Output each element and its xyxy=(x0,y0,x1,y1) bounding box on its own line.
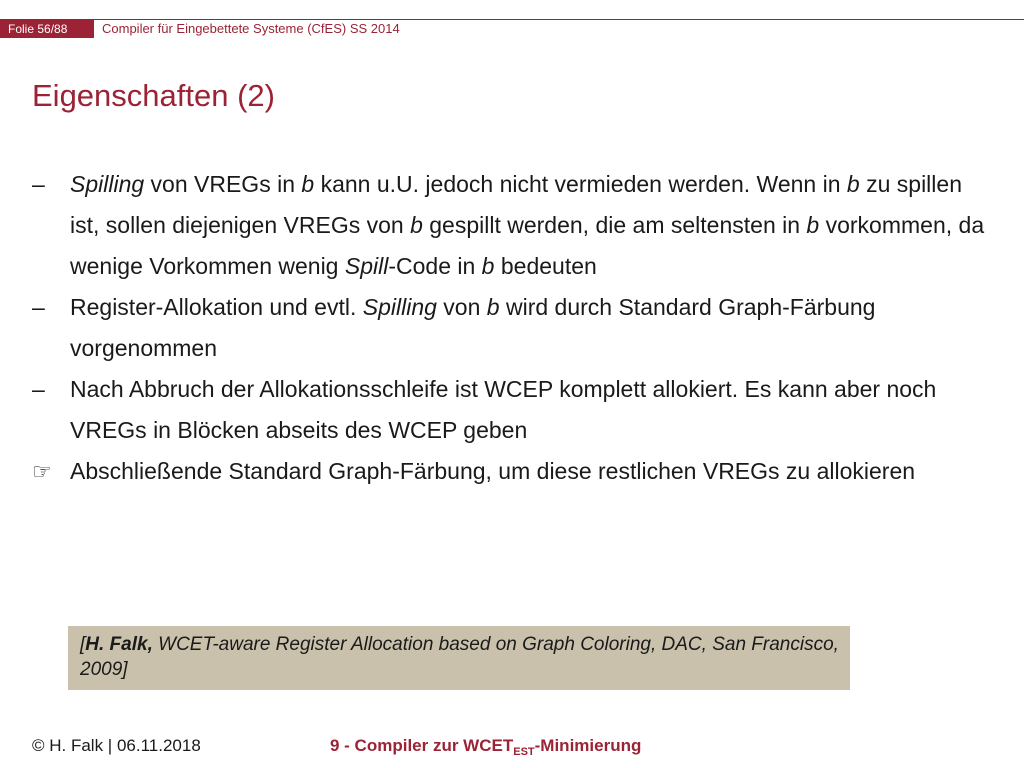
footer-chapter-end: -Minimierung xyxy=(534,736,642,755)
footer-author-date: © H. Falk | 06.11.2018 xyxy=(32,736,201,755)
slide-title: Eigenschaften (2) xyxy=(32,78,275,113)
bullet-item xyxy=(32,164,992,287)
bullet-text: Register-Allokation und evtl. xyxy=(70,294,363,320)
footer-chapter-sub: EST xyxy=(513,746,535,758)
header-divider xyxy=(0,19,1024,20)
reference-text: WCET-aware Register Allocation based on Graph Coloring, DAC, San Francisco, 2009] xyxy=(80,634,839,680)
bullet-dash-marker: – xyxy=(32,171,45,197)
bullet-text-italic: b xyxy=(486,294,500,320)
bullet-text: bedeuten xyxy=(494,253,597,279)
bullet-dash-marker: – xyxy=(32,376,45,402)
bullet-text-italic: b xyxy=(410,212,423,238)
bullet-text: Abschließende Standard Graph-Färbung, um diese restlichen VREGs zu allokieren xyxy=(70,458,916,484)
bullet-text: gespillt werden, die am seltensten in xyxy=(422,212,807,238)
bullet-text-italic: Spilling xyxy=(70,171,145,197)
bullet-dash-marker: – xyxy=(32,294,45,320)
bullet-item xyxy=(32,369,992,451)
bullet-text-italic: b xyxy=(846,171,860,197)
bullet-text: vorkommen, da wenige Vorkommen wenig xyxy=(70,212,985,279)
footer-chapter-main: 9 - Compiler zur WCET xyxy=(330,736,514,755)
bullet-text: Nach Abbruch der Allokationsschleife ist WCEP komplett allokiert. Es kann aber noch VREGs in Blöcken abseits des WCEP geben xyxy=(70,376,937,443)
reference-box xyxy=(68,626,850,690)
bullet-text: zu spillen ist, sollen diejenigen VREGs von xyxy=(70,171,962,238)
bullet-text: von VREGs in xyxy=(144,171,302,197)
bullet-text-italic: Spilling xyxy=(362,294,437,320)
slide-number-badge: Folie 56/88 xyxy=(0,20,94,38)
bullet-text-italic: b xyxy=(806,212,820,238)
bullet-text-italic: Spill xyxy=(344,253,389,279)
bullet-text: kann u.U. jedoch nicht vermieden werden. Wenn in xyxy=(314,171,847,197)
bullet-text-italic: b xyxy=(301,171,315,197)
pointing-hand-icon: ☞ xyxy=(32,459,52,484)
reference-open: [ xyxy=(80,634,86,655)
footer-chapter-title xyxy=(330,735,641,763)
bullet-text: wird durch Standard Graph-Färbung vorgenommen xyxy=(70,294,876,361)
course-title: Compiler für Eingebettete Systeme (CfES) SS 2014 xyxy=(102,21,400,36)
bullet-text-italic: b xyxy=(481,253,495,279)
bullet-text: von xyxy=(436,294,487,320)
bullet-text: -Code in xyxy=(388,253,482,279)
bullet-item xyxy=(32,287,992,369)
bullet-list xyxy=(32,164,992,492)
bullet-item xyxy=(32,451,992,492)
reference-author: H. Falk, xyxy=(85,634,153,655)
